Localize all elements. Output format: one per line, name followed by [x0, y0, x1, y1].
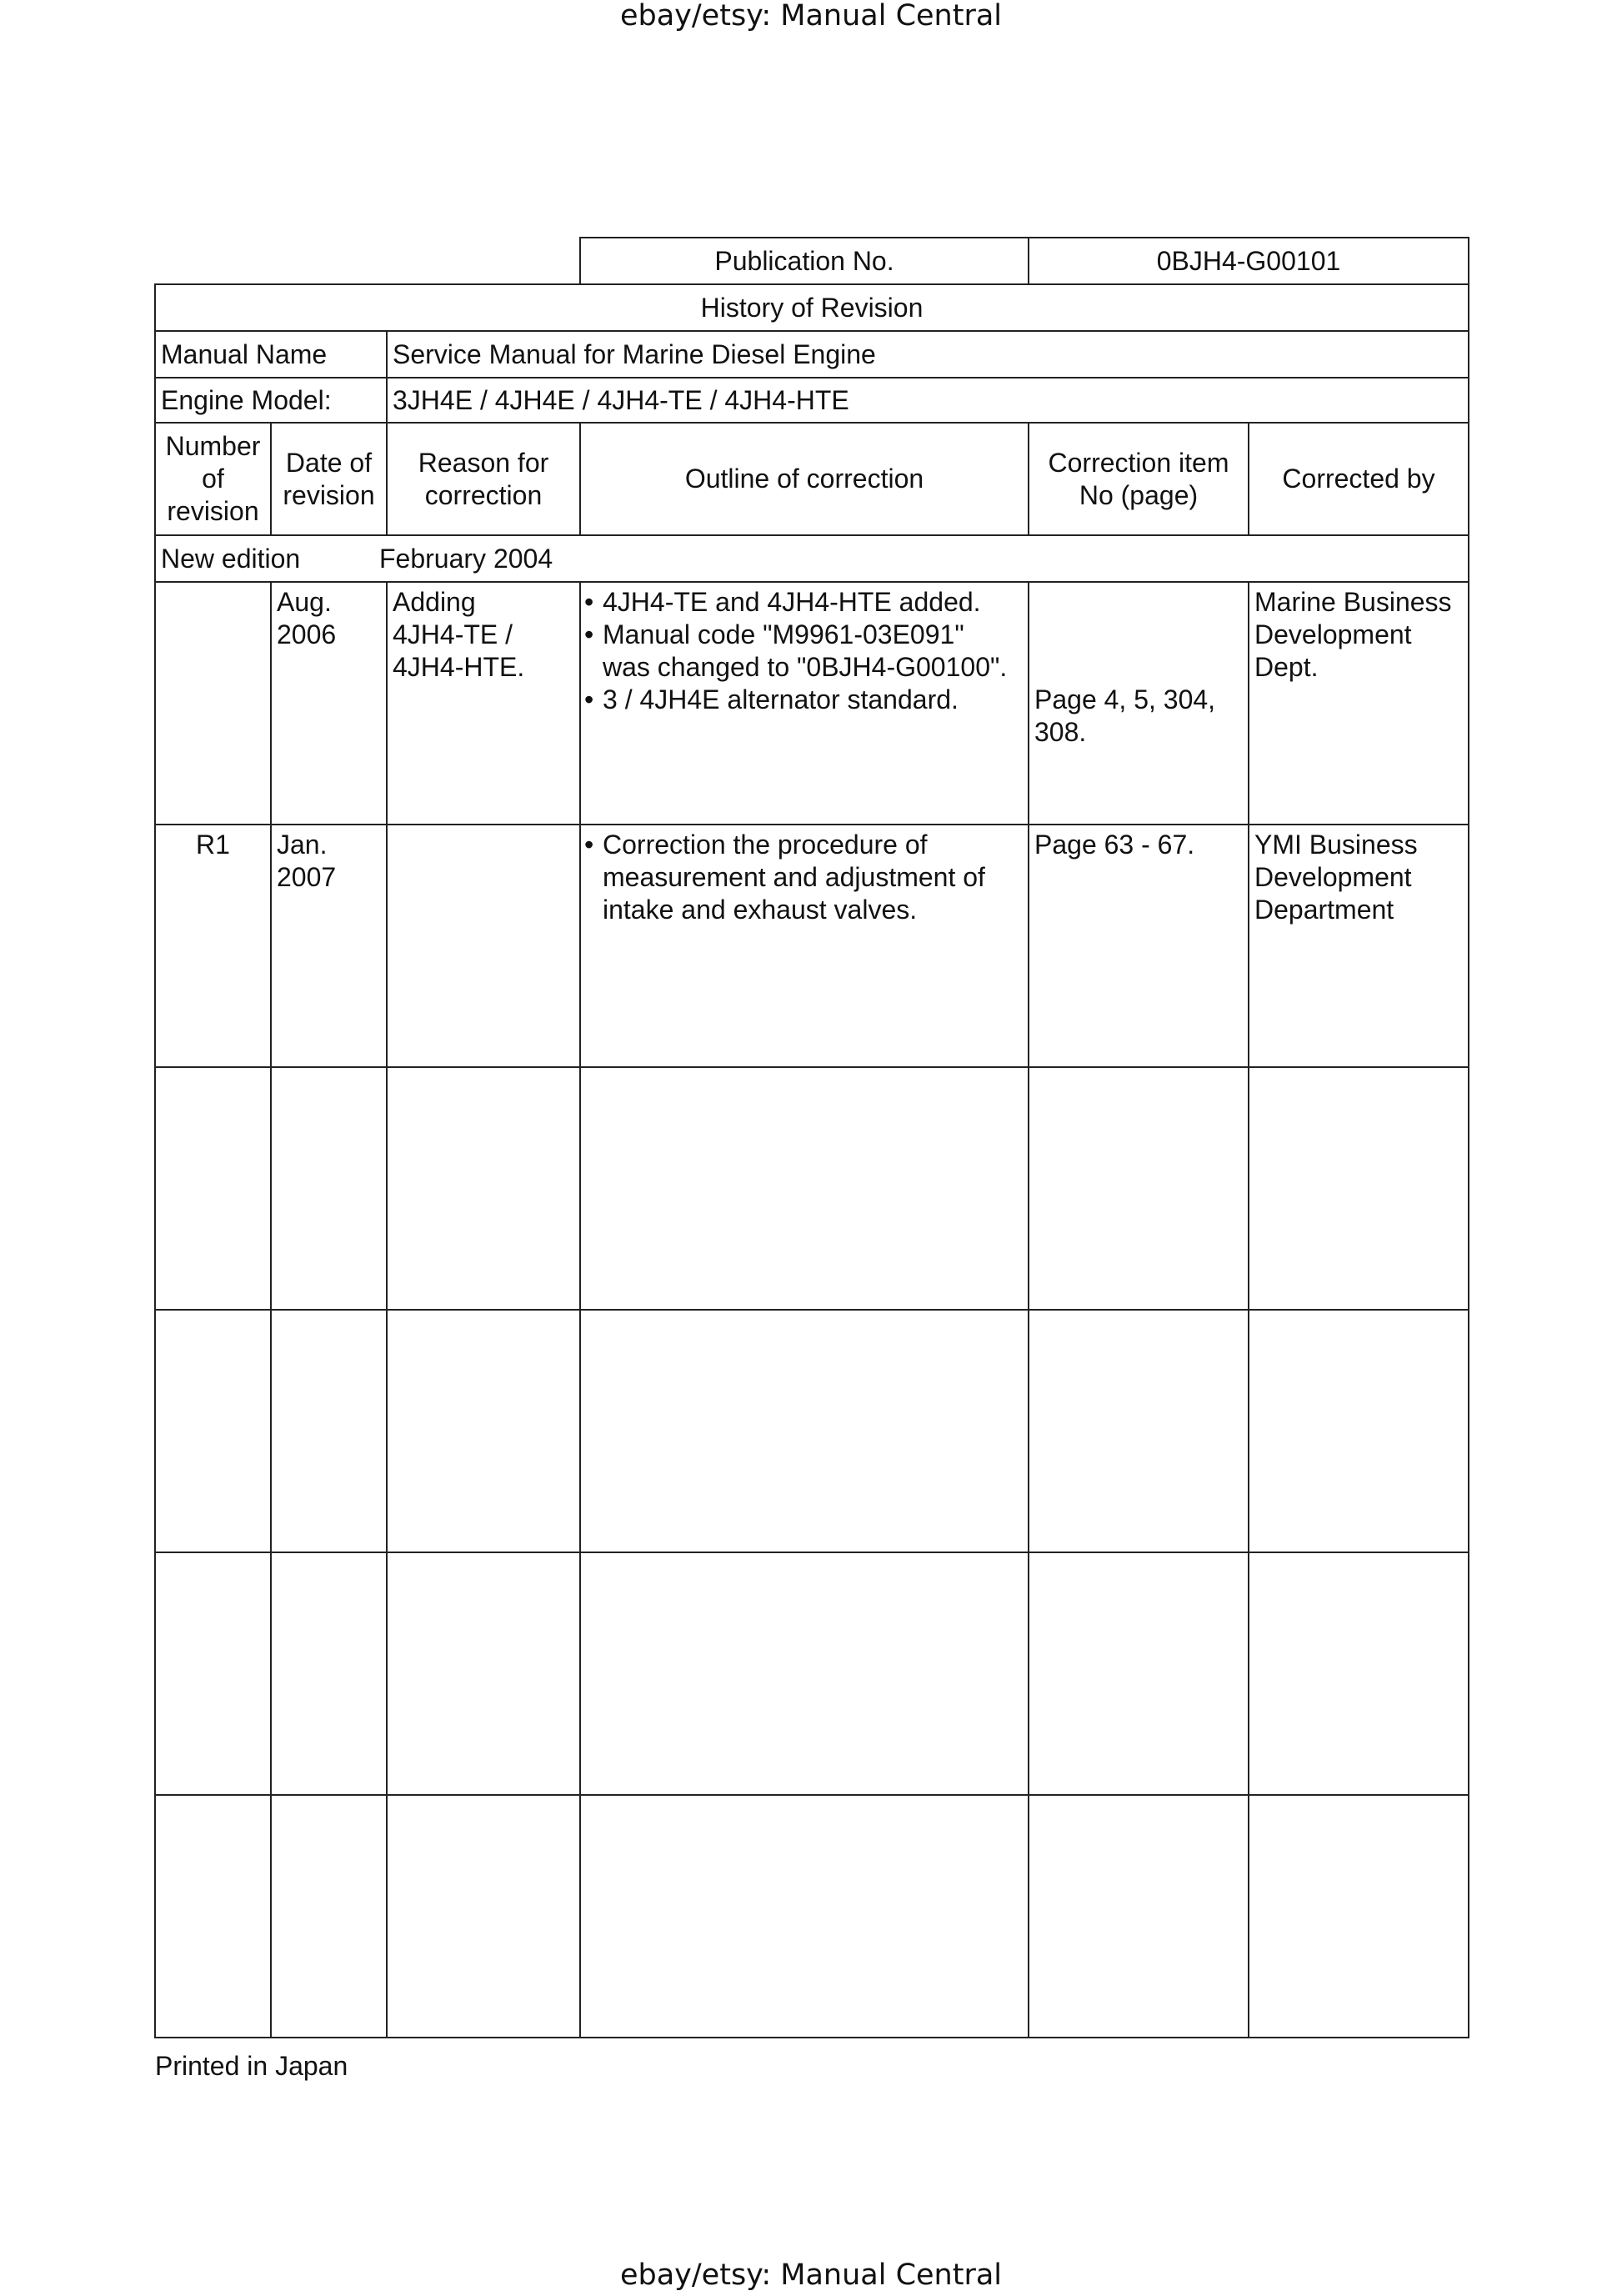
empty-row-3-outline — [579, 1066, 1029, 1311]
revision-reason-line: 4JH4-TE / — [393, 619, 513, 649]
empty-row-6-number — [154, 1794, 272, 2038]
header-outline-of-correction — [579, 422, 1029, 536]
revision-2-reason — [386, 824, 581, 1068]
revision-pages-line: Page 63 - 67. — [1034, 830, 1195, 860]
empty-row-3-corrected-by — [1248, 1066, 1469, 1311]
revision-1-corrected-by — [1248, 581, 1469, 825]
empty-row-5-number — [154, 1552, 272, 1796]
engine-model-label: Engine Model: — [161, 384, 332, 415]
header-date-line-1: Date of — [285, 447, 373, 478]
revision-2-pages — [1028, 824, 1249, 1068]
empty-row-6-corrected-by — [1248, 1794, 1469, 2038]
new-edition-label: New edition — [161, 544, 301, 574]
outline-text: Manual code "M9961-03E091" — [603, 619, 964, 649]
revision-date-line: Jan. — [277, 830, 328, 860]
outline-text: measurement and adjustment of — [603, 862, 985, 892]
engine-model-value: 3JH4E / 4JH4E / 4JH4-TE / 4JH4-HTE — [393, 384, 849, 415]
empty-row-6-reason — [386, 1794, 581, 2038]
header-date-of-revision — [270, 422, 388, 536]
corrected-by-line: Marine Business — [1254, 587, 1452, 617]
outline-line — [584, 619, 1023, 651]
watermark-bottom: ebay/etsy: Manual Central — [619, 2258, 1003, 2292]
empty-row-6-pages — [1028, 1794, 1249, 2038]
corrected-by-line: Dept. — [1254, 652, 1319, 682]
revision-2-outline — [579, 824, 1029, 1068]
revision-1-date — [270, 581, 388, 825]
page-title: History of Revision — [700, 292, 924, 323]
header-outline: Outline of correction — [684, 464, 924, 494]
revision-2-corrected-by — [1248, 824, 1469, 1068]
empty-row-4-reason — [386, 1309, 581, 1553]
bullet-icon: • — [584, 830, 594, 860]
bullet-spacer — [584, 861, 603, 894]
empty-row-3-number — [154, 1066, 272, 1311]
new-edition-date: February 2004 — [379, 544, 553, 574]
revision-1-number — [154, 581, 272, 825]
revision-date-line: 2007 — [277, 862, 337, 892]
header-number-line-3: revision — [167, 496, 259, 526]
manual-name-label-cell — [154, 330, 388, 378]
outline-line — [584, 894, 1023, 926]
printed-in-japan: Printed in Japan — [155, 2051, 348, 2081]
manual-name-value: Service Manual for Marine Diesel Engine — [393, 338, 876, 369]
empty-row-6-date — [270, 1794, 388, 2038]
header-reason-line-2: correction — [424, 479, 543, 510]
header-date-line-2: revision — [283, 479, 375, 510]
empty-row-5-date — [270, 1552, 388, 1796]
empty-row-3-date — [270, 1066, 388, 1311]
revision-1-reason — [386, 581, 581, 825]
manual-name-label: Manual Name — [161, 338, 328, 369]
watermark-top: ebay/etsy: Manual Central — [619, 0, 1003, 33]
empty-row-4-outline — [579, 1309, 1029, 1553]
empty-row-5-pages — [1028, 1552, 1249, 1796]
empty-row-4-date — [270, 1309, 388, 1553]
outline-text: Correction the procedure of — [603, 830, 928, 860]
empty-row-6-outline — [579, 1794, 1029, 2038]
publication-label-cell — [579, 237, 1029, 285]
outline-text: was changed to "0BJH4-G00100". — [603, 652, 1008, 682]
revision-date-line: Aug. — [277, 587, 332, 617]
empty-row-3-reason — [386, 1066, 581, 1311]
outline-line — [584, 861, 1023, 894]
revision-1-outline — [579, 581, 1029, 825]
revision-date-line: 2006 — [277, 619, 337, 649]
header-corrected-by — [1248, 422, 1469, 536]
corrected-by-line: YMI Business — [1254, 830, 1418, 860]
empty-row-3-pages — [1028, 1066, 1249, 1311]
new-edition-row — [154, 534, 1469, 583]
bullet-icon: • — [584, 619, 594, 649]
corrected-by-line: Development — [1254, 862, 1412, 892]
revision-1-pages — [1028, 581, 1249, 825]
corrected-by-line: Department — [1254, 895, 1394, 925]
revision-pages-line: 308. — [1034, 717, 1087, 747]
publication-number: 0BJH4-G00101 — [1156, 245, 1341, 276]
outline-text: intake and exhaust valves. — [603, 895, 918, 925]
bullet-spacer — [584, 894, 603, 926]
header-correction-item — [1028, 422, 1249, 536]
outline-line — [584, 829, 1023, 861]
revision-2-date — [270, 824, 388, 1068]
outline-line — [584, 684, 1023, 716]
header-reason-for-correction — [386, 422, 581, 536]
revision-reason-line: Adding — [393, 587, 476, 617]
empty-row-4-number — [154, 1309, 272, 1553]
header-correction-item-line-1: Correction item — [1048, 447, 1229, 478]
corrected-by-line: Development — [1254, 619, 1412, 649]
outline-text: 4JH4-TE and 4JH4-HTE added. — [603, 587, 981, 617]
revision-number: R1 — [196, 830, 230, 860]
header-correction-item-line-2: No (page) — [1079, 479, 1199, 510]
empty-row-5-outline — [579, 1552, 1029, 1796]
header-number-line-1: Number — [165, 431, 261, 461]
engine-model-label-cell — [154, 377, 388, 424]
header-reason-line-1: Reason for — [418, 447, 549, 478]
header-number-line-2: of — [202, 464, 224, 494]
empty-row-4-corrected-by — [1248, 1309, 1469, 1553]
revision-reason-line: 4JH4-HTE. — [393, 652, 525, 682]
empty-row-5-reason — [386, 1552, 581, 1796]
outline-text: 3 / 4JH4E alternator standard. — [603, 684, 959, 714]
bullet-icon: • — [584, 684, 594, 714]
publication-number-cell — [1028, 237, 1469, 285]
outline-line — [584, 651, 1023, 684]
bullet-spacer — [584, 651, 603, 684]
publication-label: Publication No. — [714, 245, 894, 276]
revision-2-number — [154, 824, 272, 1068]
manual-name-value-cell — [386, 330, 1469, 378]
revision-pages-line: Page 4, 5, 304, — [1034, 684, 1216, 714]
bullet-icon: • — [584, 587, 594, 617]
engine-model-value-cell — [386, 377, 1469, 424]
title-cell — [154, 283, 1469, 332]
outline-line — [584, 586, 1023, 619]
header-number-of-revision — [154, 422, 272, 536]
header-corrected-by-label: Corrected by — [1282, 464, 1435, 494]
empty-row-5-corrected-by — [1248, 1552, 1469, 1796]
empty-row-4-pages — [1028, 1309, 1249, 1553]
